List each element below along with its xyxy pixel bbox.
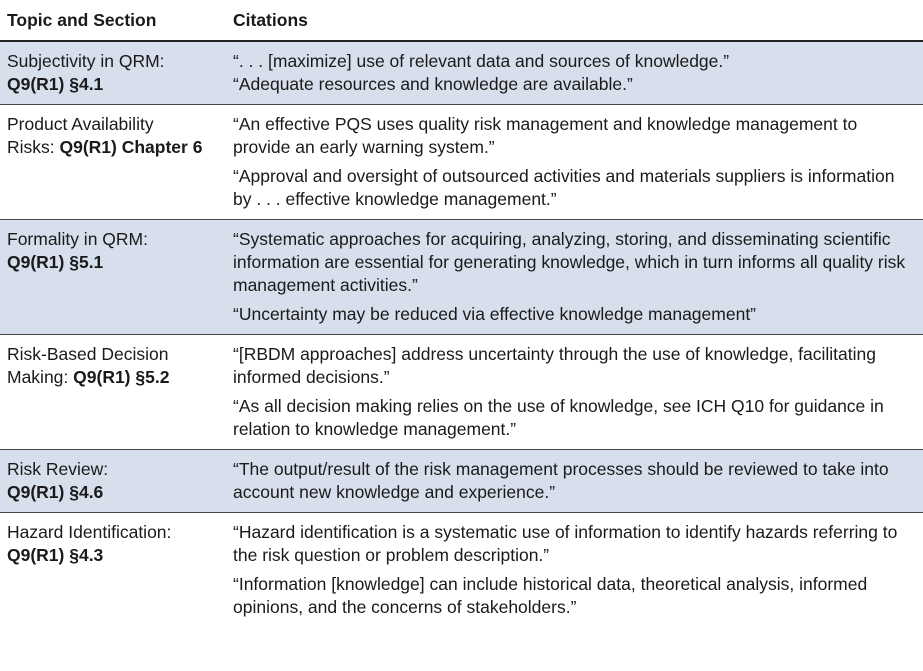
citation: “Systematic approaches for acquiring, analyzing, storing, and disseminating scientific information are essential for generating knowledge, which in turn informs all quality risk management activities.” (233, 229, 906, 295)
citations-cell (226, 220, 923, 335)
table-row (0, 220, 923, 335)
table-row (0, 41, 923, 105)
citations-cell (226, 105, 923, 220)
table-header-row (0, 0, 923, 41)
citation: “Information [knowledge] can include historical data, theoretical analysis, informed opinions, and the concerns of stakeholders.” (233, 574, 868, 617)
section-reference: Q9(R1) §5.1 (7, 252, 104, 272)
topic-column-header: Topic and Section (0, 0, 226, 41)
citation: “[RBDM approaches] address uncertainty through the use of knowledge, facilitating informed decisions.” (233, 344, 876, 387)
table-row (0, 450, 923, 513)
topic-label: Hazard Identification: (7, 522, 172, 542)
table-row (0, 513, 923, 628)
topic-cell (0, 335, 226, 450)
citations-cell (226, 41, 923, 105)
topic-cell (0, 41, 226, 105)
topic-label: Formality in QRM: (7, 229, 148, 249)
section-reference: Q9(R1) Chapter 6 (59, 137, 203, 157)
table-row (0, 335, 923, 450)
topic-cell (0, 105, 226, 220)
topic-cell (0, 220, 226, 335)
topic-cell (0, 450, 226, 513)
citation: “Approval and oversight of outsourced activities and materials suppliers is information by . . . effective knowledge management.” (233, 166, 895, 209)
citations-cell (226, 513, 923, 628)
citation: “. . . [maximize] use of relevant data and sources of knowledge.” (233, 51, 730, 71)
topic-label: Risk-Based Decision Making: Q9(R1) §5.2 (7, 344, 170, 387)
table-row (0, 105, 923, 220)
citation: “Adequate resources and knowledge are available.” (233, 74, 633, 94)
topic-label: Product Availability Risks: Q9(R1) Chapter 6 (7, 114, 203, 157)
citation: “As all decision making relies on the use of knowledge, see ICH Q10 for guidance in relation to knowledge management.” (233, 396, 884, 439)
section-reference: Q9(R1) §5.2 (73, 367, 170, 387)
citations-column-header: Citations (226, 0, 923, 41)
section-reference: Q9(R1) §4.1 (7, 74, 104, 94)
citation: “Hazard identification is a systematic use of information to identify hazards referring to the risk question or problem description.” (233, 522, 898, 565)
citation: “The output/result of the risk management processes should be reviewed to take into account new knowledge and experience.” (233, 459, 889, 502)
citation: “Uncertainty may be reduced via effective knowledge management” (233, 304, 757, 324)
citations-cell (226, 450, 923, 513)
citations-cell (226, 335, 923, 450)
citation: “An effective PQS uses quality risk management and knowledge management to provide an early warning system.” (233, 114, 858, 157)
section-reference: Q9(R1) §4.6 (7, 482, 104, 502)
topic-cell (0, 513, 226, 628)
topic-label: Subjectivity in QRM: (7, 51, 165, 71)
topic-label: Risk Review: (7, 459, 109, 479)
section-reference: Q9(R1) §4.3 (7, 545, 104, 565)
